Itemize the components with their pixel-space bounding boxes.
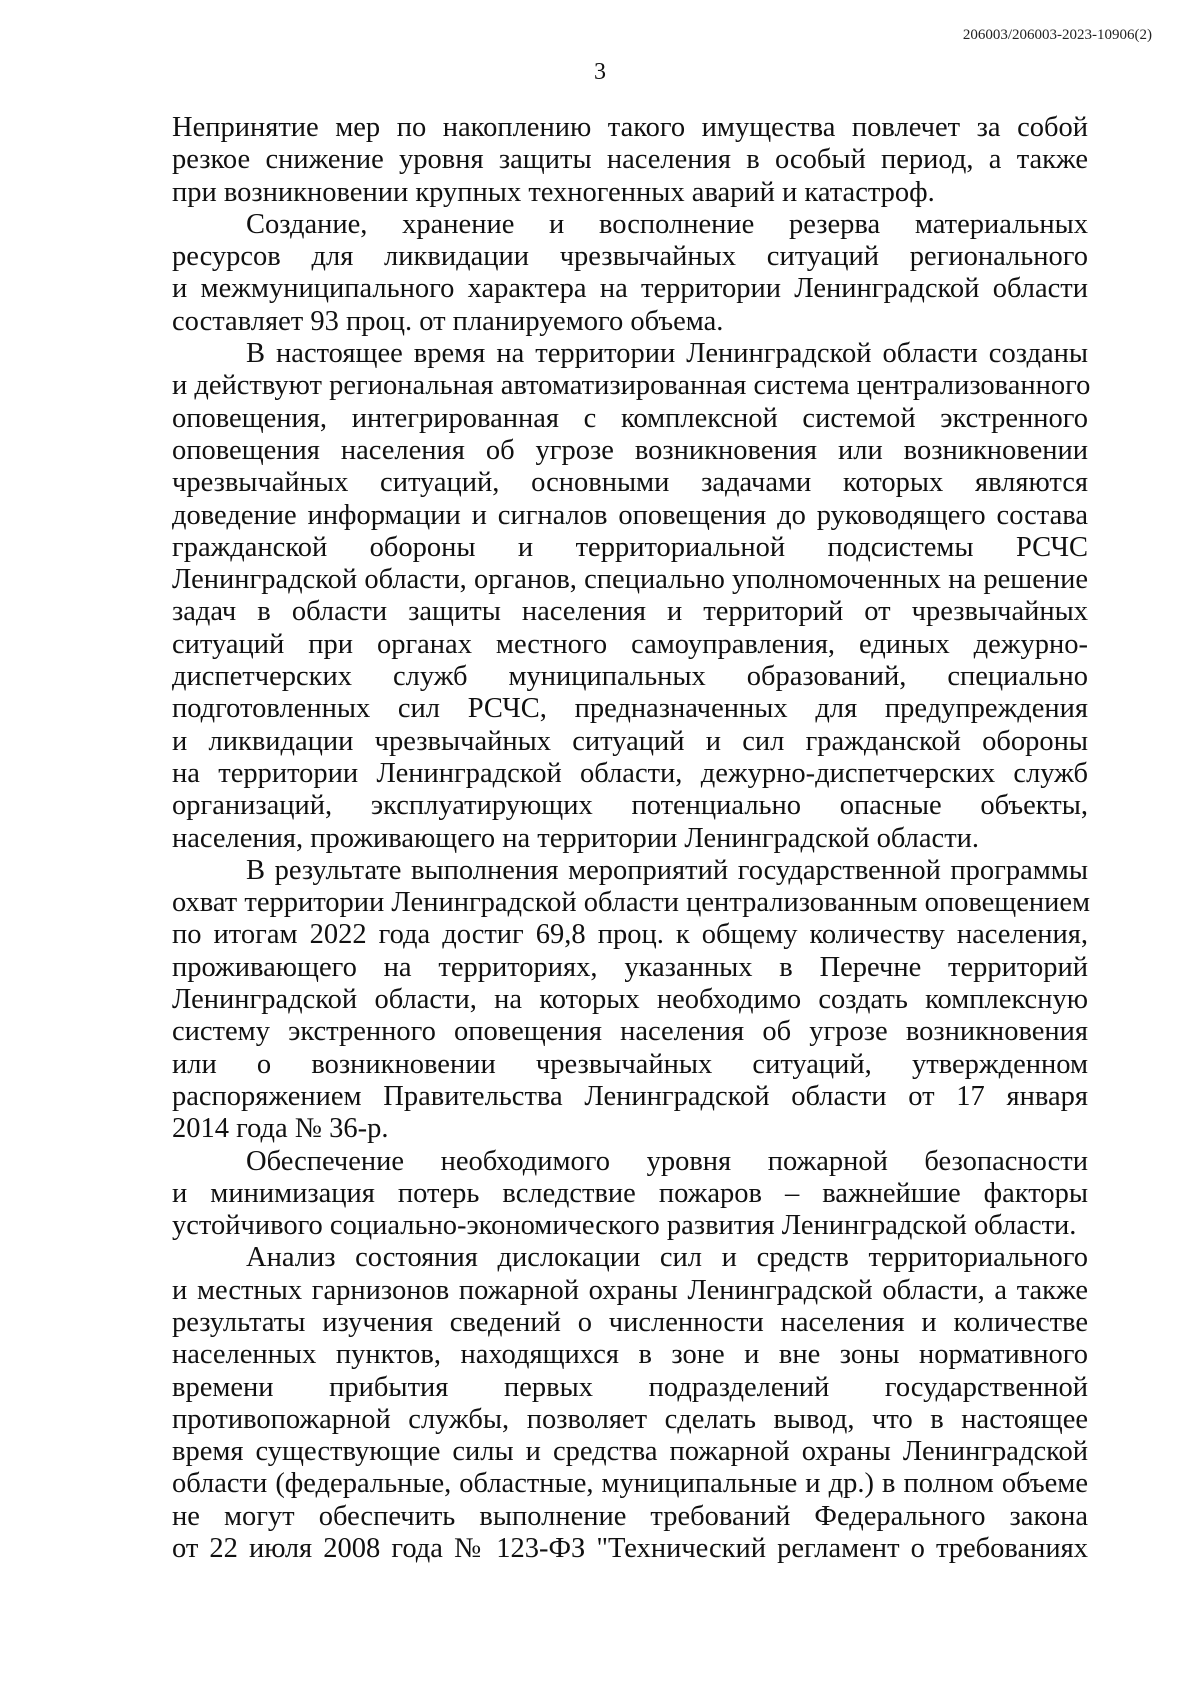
text-line: распоряжением Правительства Ленинградской области от 17 января [172,1080,1088,1112]
text-line: от 22 июля 2008 года № 123-ФЗ "Технический регламент о требованиях [172,1533,1088,1565]
page-number: 3 [594,59,606,85]
text-line: организаций, эксплуатирующих потенциально опасные объекты, [172,790,1088,822]
text-line: населенных пунктов, находящихся в зоне и вне зоны нормативного [172,1339,1088,1371]
paragraph [172,338,1091,855]
text-line: ресурсов для ликвидации чрезвычайных ситуаций регионального [172,241,1088,273]
text-line: систему экстренного оповещения населения об угрозе возникновения [172,1016,1088,1048]
text-line: диспетчерских служб муниципальных образований, специально [172,661,1088,693]
text-line: результаты изучения сведений о численности населения и количестве [172,1306,1088,1338]
document-body [172,112,1091,1565]
text-line: оповещения, интегрированная с комплексной системой экстренного [172,402,1088,434]
paragraph [172,1242,1088,1565]
text-line: проживающего на территориях, указанных в Перечне территорий [172,951,1088,983]
document-id: 206003/206003-2023-10906(2) [962,27,1152,43]
text-line: подготовленных сил РСЧС, предназначенных для предупреждения [172,693,1088,725]
text-line: времени прибытия первых подразделений государственной [172,1371,1088,1403]
text-line: охват территории Ленинградской области централизованным оповещением [172,887,1091,919]
text-line: Непринятие мер по накоплению такого имущества повлечет за собой [172,112,1088,143]
text-line: Анализ состояния дислокации сил и средств территориального [246,1242,1088,1274]
text-line: время существующие силы и средства пожарной охраны Ленинградской [172,1436,1088,1468]
text-line: Обеспечение необходимого уровня пожарной безопасности [246,1145,1088,1177]
text-line: и действуют региональная автоматизированная система централизованного [172,370,1091,402]
text-line: составляет 93 проц. от планируемого объема. [172,305,724,337]
text-line: по итогам 2022 года достиг 69,8 проц. к общему количеству населения, [172,919,1088,951]
text-line: при возникновении крупных техногенных аварий и катастроф. [172,176,935,208]
text-line: 2014 года № 36-р. [172,1113,389,1145]
text-line: Создание, хранение и восполнение резерва материальных [246,208,1088,240]
text-line: населения, проживающего на территории Ленинградской области. [172,822,980,854]
text-line: ситуаций при органах местного самоуправления, единых дежурно- [172,628,1088,660]
text-line: и местных гарнизонов пожарной охраны Ленинградской области, а также [172,1274,1088,1306]
text-line: задач в области защиты населения и территорий от чрезвычайных [172,596,1088,628]
paragraph [172,209,1088,338]
paragraph [172,854,1091,1146]
text-line: доведение информации и сигналов оповещения до руководящего состава [172,499,1088,531]
paragraph [172,112,1088,209]
text-line: В результате выполнения мероприятий государственной программы [246,854,1088,886]
text-line: гражданской обороны и территориальной подсистемы РСЧС [172,531,1088,563]
text-line: резкое снижение уровня защиты населения в особый период, а также [172,144,1088,176]
text-line: противопожарной службы, позволяет сделать вывод, что в настоящее [172,1403,1088,1435]
text-line: оповещения населения об угрозе возникновения или возникновении [172,434,1088,466]
paragraph [172,1146,1088,1243]
text-line: В настоящее время на территории Ленинградской области созданы [246,338,1088,370]
text-line: области (федеральные, областные, муниципальные и др.) в полном объеме [172,1468,1088,1500]
text-line: и ликвидации чрезвычайных ситуаций и сил гражданской обороны [172,725,1088,757]
text-line: на территории Ленинградской области, дежурно-диспетчерских служб [172,757,1088,789]
text-line: и межмуниципального характера на территории Ленинградской области [172,273,1088,305]
text-line: и минимизация потерь вследствие пожаров – важнейшие факторы [172,1177,1088,1209]
text-line: чрезвычайных ситуаций, основными задачами которых являются [172,467,1088,499]
text-line: устойчивого социально-экономического развития Ленинградской области. [172,1210,1077,1242]
text-line: или о возникновении чрезвычайных ситуаций, утвержденном [172,1048,1088,1080]
text-line: Ленинградской области, на которых необходимо создать комплексную [172,984,1088,1016]
text-line: Ленинградской области, органов, специально уполномоченных на решение [172,564,1088,596]
text-line: не могут обеспечить выполнение требований Федерального закона [172,1500,1088,1532]
